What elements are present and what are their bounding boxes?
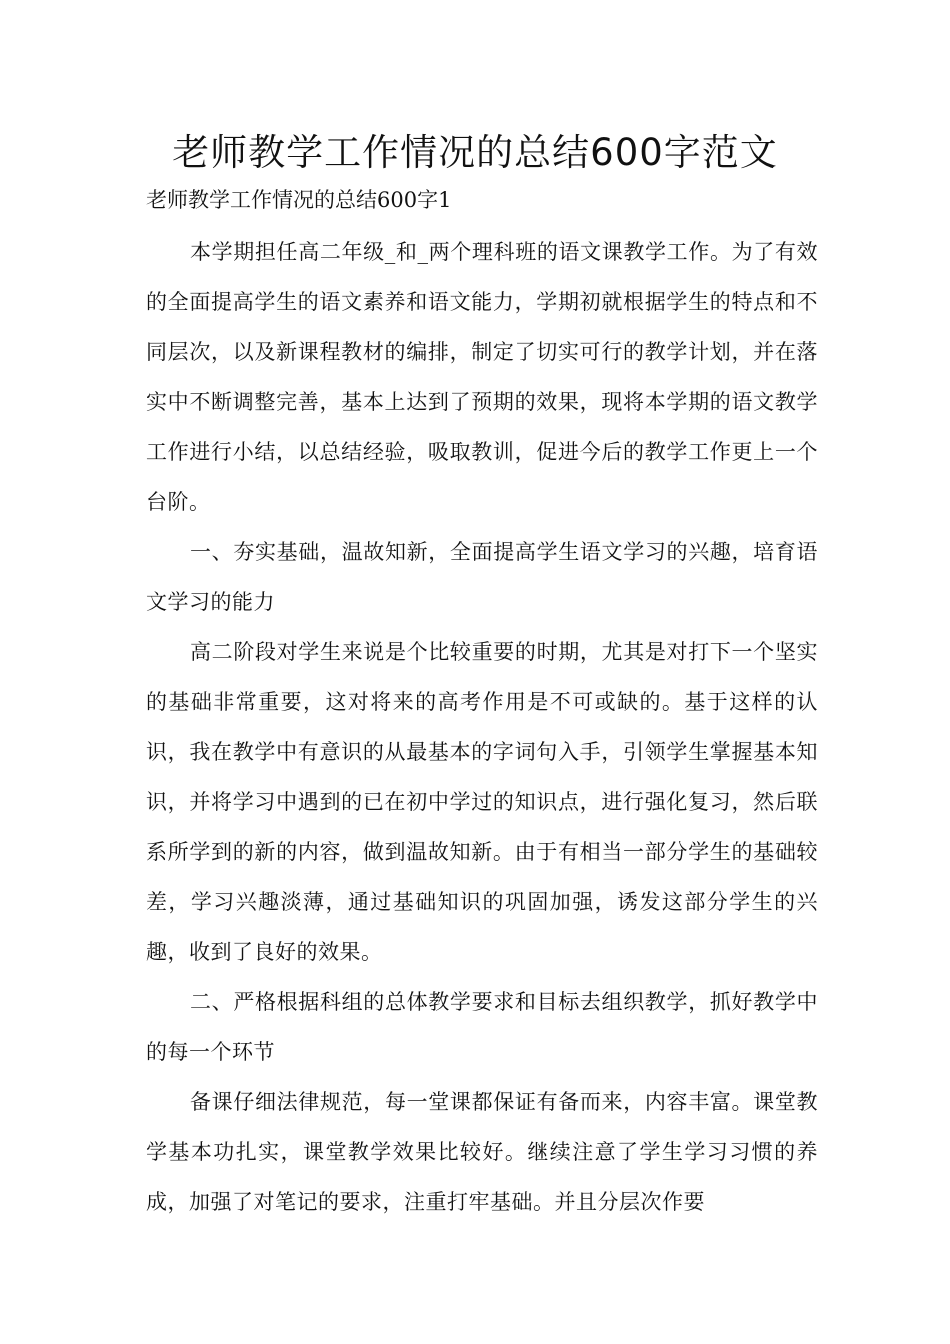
document-subtitle: 老师教学工作情况的总结600字1	[146, 188, 452, 212]
section-heading-2: 二、严格根据科组的总体教学要求和目标去组织教学，抓好教学中的每一个环节	[146, 990, 818, 1064]
document-title: 老师教学工作情况的总结600字范文	[172, 131, 778, 174]
document-body	[146, 227, 818, 1227]
section-heading-1: 一、夯实基础，温故知新，全面提高学生语文学习的兴趣，培育语文学习的能力	[146, 540, 818, 614]
paragraph-intro: 本学期担任高二年级_和_两个理科班的语文课教学工作。为了有效的全面提高学生的语文素养和语文能力，学期初就根据学生的特点和不同层次，以及新课程教材的编排，制定了切实可行的教学计划，并在落实中不断调整完善，基本上达到了预期的效果，现将本学期的语文教学工作进行小结，以总结经验，吸取教训，促进今后的教学工作更上一个台阶。	[146, 240, 818, 514]
paragraph-section-1: 高二阶段对学生来说是个比较重要的时期，尤其是对打下一个坚实的基础非常重要，这对将来的高考作用是不可或缺的。基于这样的认识，我在教学中有意识的从最基本的字词句入手，引领学生掌握基本知识，并将学习中遇到的已在初中学过的知识点，进行强化复习，然后联系所学到的新的内容，做到温故知新。由于有相当一部分学生的基础较差，学习兴趣淡薄，通过基础知识的巩固加强，诱发这部分学生的兴趣，收到了良好的效果。	[146, 640, 818, 964]
paragraph-section-2: 备课仔细法律规范，每一堂课都保证有备而来，内容丰富。课堂教学基本功扎实，课堂教学效果比较好。继续注意了学生学习习惯的养成，加强了对笔记的要求，注重打牢基础。并且分层次作要	[146, 1090, 818, 1214]
